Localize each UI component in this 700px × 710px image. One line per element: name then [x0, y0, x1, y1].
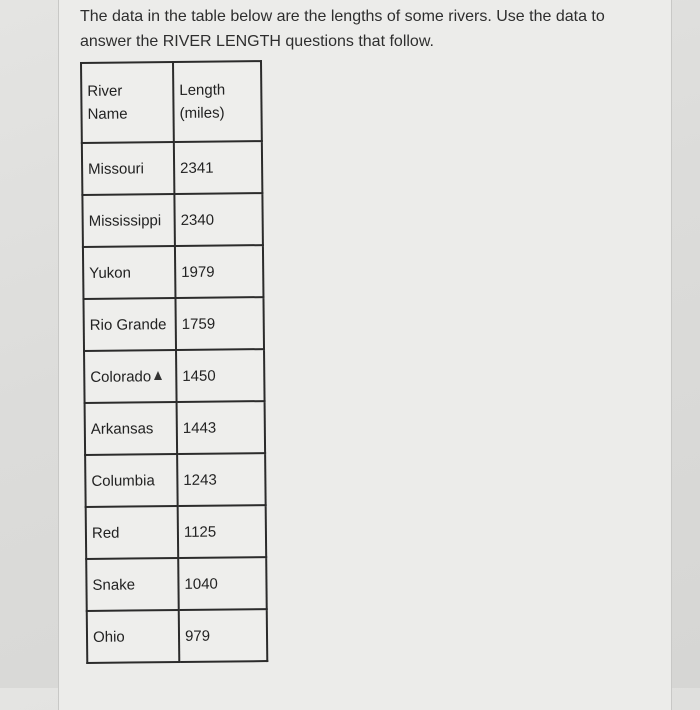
river-name-cell: Mississippi [82, 194, 175, 247]
river-name-cell: Yukon [83, 246, 176, 299]
header-river-name [81, 62, 174, 143]
river-name-cell: Arkansas [85, 402, 178, 455]
river-name-cell: Columbia [85, 454, 178, 507]
river-name-cell: Missouri [82, 142, 175, 195]
table-row [84, 349, 265, 403]
river-name-cell: Rio Grande [83, 298, 176, 351]
intro-line-1: The data in the table below are the lengths of some rivers. Use the data to [80, 8, 605, 25]
intro-line-2: answer the RIVER LENGTH questions that follow. [80, 33, 434, 50]
table-row [85, 453, 266, 507]
question-intro [80, 4, 640, 54]
river-name-cell: Red [86, 506, 179, 559]
river-name-cell: Colorado [84, 350, 177, 403]
river-name-cell: Snake [86, 558, 179, 611]
river-length-cell: 979 [179, 609, 268, 662]
table-row [83, 297, 264, 351]
header-length-line2: (miles) [179, 104, 225, 122]
river-length-table [80, 60, 268, 664]
river-length-cell: 2340 [174, 193, 263, 246]
table-row [83, 245, 264, 299]
river-length-cell: 1125 [178, 505, 267, 558]
header-length-line1: Length [179, 81, 226, 99]
river-name-cell: Ohio [87, 610, 180, 663]
header-river-line2: Name [87, 105, 128, 123]
table-row [85, 401, 266, 455]
river-length-cell: 1450 [176, 349, 265, 402]
table-header-row [81, 61, 262, 143]
header-length [173, 61, 262, 142]
table-row [86, 505, 267, 559]
river-length-cell: 1759 [175, 297, 264, 350]
river-length-cell: 1443 [177, 401, 266, 454]
river-length-cell: 2341 [174, 141, 263, 194]
table-row [86, 557, 267, 611]
mouse-pointer-icon [154, 371, 162, 380]
header-river-line1: River [87, 82, 123, 100]
river-length-cell: 1979 [175, 245, 264, 298]
table-row [82, 193, 263, 247]
river-length-cell: 1243 [177, 453, 266, 506]
table-row [87, 609, 268, 663]
table-row [82, 141, 263, 195]
river-length-cell: 1040 [178, 557, 267, 610]
